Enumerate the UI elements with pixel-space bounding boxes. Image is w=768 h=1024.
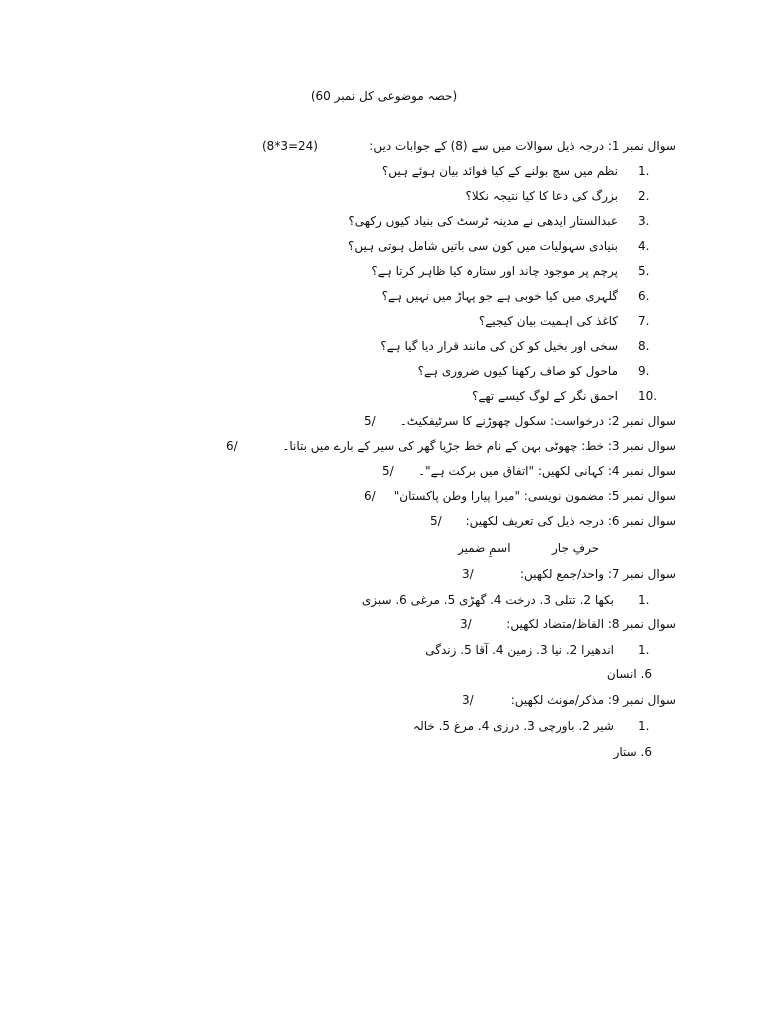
item-text: سخی اور بخیل کو کن کی مانند قرار دیا گیا ہے؟ xyxy=(380,339,618,353)
item-text: کاغذ کی اہمیت بیان کیجیے؟ xyxy=(478,314,618,328)
question-2-marks: 5/ xyxy=(364,414,376,428)
question-6-marks: 5/ xyxy=(430,514,442,528)
question-5-marks: 6/ xyxy=(364,489,376,503)
question-9-marks: 3/ xyxy=(462,693,474,707)
question-7-label: سوال نمبر 7: واحد/جمع لکھیں: xyxy=(519,567,676,581)
item-text: بزرگ کی دعا کا کیا نتیجہ نکلا؟ xyxy=(465,189,618,203)
item-number: 5. xyxy=(638,264,650,278)
question-8-label: سوال نمبر 8: الفاظ/متضاد لکھیں: xyxy=(506,617,676,631)
term-1: اسمِ ضمیر xyxy=(458,541,511,555)
question-6-label: سوال نمبر 6: درجہ ذیل کی تعریف لکھیں: xyxy=(465,514,676,528)
question-4-marks: 5/ xyxy=(382,464,394,478)
question-5-label: سوال نمبر 5: مضمون نویسی: "میرا پیارا وطن پاکستان" xyxy=(393,489,676,503)
item-text: اندھیرا 2. نیا 3. زمین 4. آقا 5. زندگی xyxy=(425,643,614,657)
item-text: نظم میں سچ بولنے کے کیا فوائد بیان ہوئے ہیں؟ xyxy=(381,164,618,178)
item-number: 1. xyxy=(638,164,650,178)
item-text: پرچم پر موجود چاند اور ستارہ کیا ظاہر کرتا ہے؟ xyxy=(371,264,618,278)
item-number: 4. xyxy=(638,239,650,253)
question-4-label: سوال نمبر 4: کہانی لکھیں: "اتفاق میں برکت ہے"۔ xyxy=(418,464,676,478)
item-number: 9. xyxy=(638,364,650,378)
term-2: حرفِ جار xyxy=(552,541,600,555)
item-text: عبدالستار ایدھی نے مدینہ ٹرسٹ کی بنیاد کیوں رکھی؟ xyxy=(348,214,618,228)
question-8-marks: 3/ xyxy=(460,617,472,631)
question-3-label: سوال نمبر 3: خط: چھوٹی بہن کے نام خط جڑیا گھر کی سیر کے بارے میں بتانا۔ xyxy=(282,439,676,453)
question-9-label: سوال نمبر 9: مذکر/مونث لکھیں: xyxy=(510,693,676,707)
item-number: 1. xyxy=(638,643,650,657)
question-7-marks: 3/ xyxy=(462,567,474,581)
question-1-label: سوال نمبر 1: درجہ ذیل سوالات میں سے (8) کے جوابات دیں: xyxy=(369,139,676,153)
item-number: 3. xyxy=(638,214,650,228)
item-number: 8. xyxy=(638,339,650,353)
question-1-marks: (8*3=24) xyxy=(262,139,318,153)
item-number: 2. xyxy=(638,189,650,203)
question-9-extra: 6. ستار xyxy=(613,745,652,759)
item-text: شیر 2. باورچی 3. درزی 4. مرغ 5. خالہ xyxy=(413,719,614,733)
item-text: گلہری میں کیا خوبی ہے جو پہاڑ میں نہیں ہے؟ xyxy=(381,289,618,303)
item-text: احمق نگر کے لوگ کیسے تھے؟ xyxy=(471,389,618,403)
item-number: 1. xyxy=(638,719,650,733)
item-text: بنیادی سہولیات میں کون سی باتیں شامل ہوتی ہیں؟ xyxy=(347,239,618,253)
item-text: بکھا 2. تتلی 3. درخت 4. گھڑی 5. مرغی 6. سبزی xyxy=(361,593,614,607)
item-number: 6. xyxy=(638,289,650,303)
question-8-extra: 6. انسان xyxy=(606,667,652,681)
item-number: 10. xyxy=(638,389,658,403)
section-header: (حصہ موضوعی کل نمبر 60) xyxy=(310,89,458,103)
question-2-label: سوال نمبر 2: درخواست: سکول چھوڑنے کا سرٹیفکیٹ۔ xyxy=(399,414,676,428)
item-number: 7. xyxy=(638,314,650,328)
question-3-marks: 6/ xyxy=(226,439,238,453)
item-number: 1. xyxy=(638,593,650,607)
item-text: ماحول کو صاف رکھنا کیوں ضروری ہے؟ xyxy=(417,364,618,378)
